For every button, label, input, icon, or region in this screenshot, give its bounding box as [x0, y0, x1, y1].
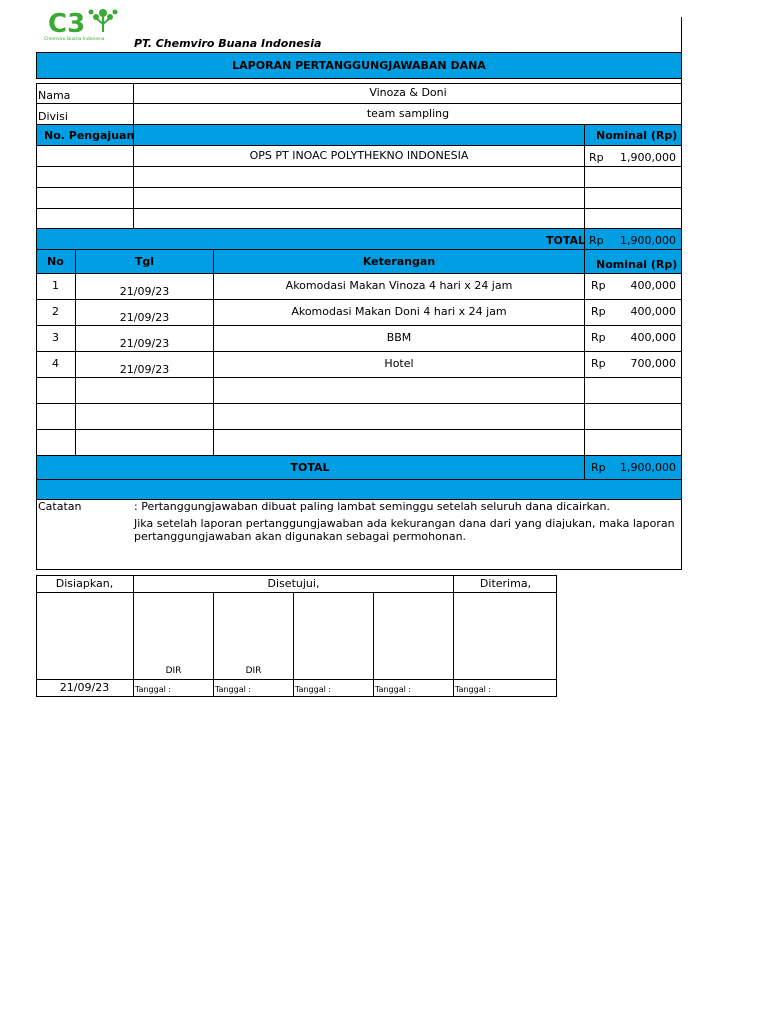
divisi-label: Divisi	[38, 110, 68, 123]
row-keterangan: Hotel	[384, 357, 414, 370]
pengajuan-total-row	[36, 229, 682, 250]
pengajuan-total-amount: 1,900,000	[620, 234, 676, 247]
col-keterangan: Keterangan	[362, 255, 436, 268]
sig-col-1	[133, 575, 134, 697]
detail-spacer-row	[36, 480, 682, 500]
row-keterangan: Akomodasi Makan Doni 4 hari x 24 jam	[291, 305, 507, 318]
sig-col-5	[453, 575, 454, 697]
notes-label: Catatan	[38, 500, 82, 513]
row-rp: Rp	[591, 331, 606, 344]
row-rp: Rp	[591, 357, 606, 370]
table-row	[36, 378, 682, 404]
sig-tanggal: Tanggal :	[375, 685, 412, 694]
notes-line-3: pertanggungjawaban akan digunakan sebagai permohonan.	[134, 530, 467, 543]
sig-header-line	[36, 592, 557, 593]
row-rp: Rp	[591, 279, 606, 292]
logo-letters: C3	[48, 9, 86, 39]
sig-tanggal: Tanggal :	[215, 685, 252, 694]
pengajuan-total-label: TOTAL	[546, 234, 586, 247]
sig-col-2	[213, 592, 214, 697]
sig-date-prepared: 21/09/23	[59, 681, 110, 694]
row-tgl: 21/09/23	[119, 363, 170, 376]
sig-disetujui: Disetujui,	[267, 577, 320, 590]
company-logo	[42, 4, 126, 42]
col-no: No	[47, 255, 64, 268]
logo-tagline: Chemviro Buana Indonesia	[44, 37, 105, 42]
sig-dir-1: DIR	[165, 666, 182, 676]
row-tgl: 21/09/23	[119, 311, 170, 324]
company-name: PT. Chemviro Buana Indonesia	[134, 37, 322, 50]
row-no: 3	[52, 331, 59, 344]
col-tgl: Tgl	[134, 255, 155, 268]
sig-col-3	[293, 592, 294, 697]
sig-disiapkan: Disiapkan,	[55, 577, 114, 590]
pengajuan-row	[36, 167, 682, 188]
row-amount: 400,000	[630, 305, 676, 318]
sig-col-4	[373, 592, 374, 697]
row-no: 1	[52, 279, 59, 292]
row-tgl: 21/09/23	[119, 285, 170, 298]
nama-value: Vinoza & Doni	[369, 86, 447, 99]
col-no-pengajuan: No. Pengajuan	[44, 129, 135, 142]
row-amount: 400,000	[630, 279, 676, 292]
pengajuan-total-rp: Rp	[589, 234, 604, 247]
row-no: 4	[52, 357, 59, 370]
row-keterangan: Akomodasi Makan Vinoza 4 hari x 24 jam	[285, 279, 513, 292]
sig-diterima: Diterima,	[479, 577, 532, 590]
sig-tanggal: Tanggal :	[295, 685, 332, 694]
row-amount: 400,000	[630, 331, 676, 344]
pengajuan-row	[36, 209, 682, 229]
tree-logo-icon	[42, 4, 126, 42]
detail-total-rp: Rp	[591, 461, 606, 474]
table-row	[36, 430, 682, 456]
notes-line-2: Jika setelah laporan pertanggungjawaban ada kekurangan dana dari yang diajukan, maka laporan	[134, 517, 675, 530]
notes-line-1: : Pertanggungjawaban dibuat paling lambat seminggu setelah seluruh dana dicairkan.	[134, 500, 610, 513]
row-amount: 700,000	[630, 357, 676, 370]
detail-total-label: TOTAL	[290, 461, 330, 474]
detail-total-amount: 1,900,000	[620, 461, 676, 474]
col-nominal-pengajuan: Nominal (Rp)	[596, 129, 678, 142]
row-tgl: 21/09/23	[119, 337, 170, 350]
row-keterangan: BBM	[386, 331, 412, 344]
pengajuan-desc: OPS PT INOAC POLYTHEKNO INDONESIA	[249, 149, 469, 162]
sig-date-line	[36, 679, 557, 680]
col-nominal: Nominal (Rp)	[596, 258, 678, 271]
table-row	[36, 404, 682, 430]
row-rp: Rp	[591, 305, 606, 318]
pengajuan-amount: 1,900,000	[620, 151, 676, 164]
pengajuan-row	[36, 188, 682, 209]
sig-dir-2: DIR	[245, 666, 262, 676]
divisi-value: team sampling	[366, 107, 450, 120]
report-title: LAPORAN PERTANGGUNGJAWABAN DANA	[36, 52, 682, 79]
pengajuan-rp: Rp	[589, 151, 604, 164]
row-no: 2	[52, 305, 59, 318]
sig-tanggal: Tanggal :	[135, 685, 172, 694]
sig-tanggal: Tanggal :	[455, 685, 492, 694]
nama-label: Nama	[38, 89, 71, 102]
